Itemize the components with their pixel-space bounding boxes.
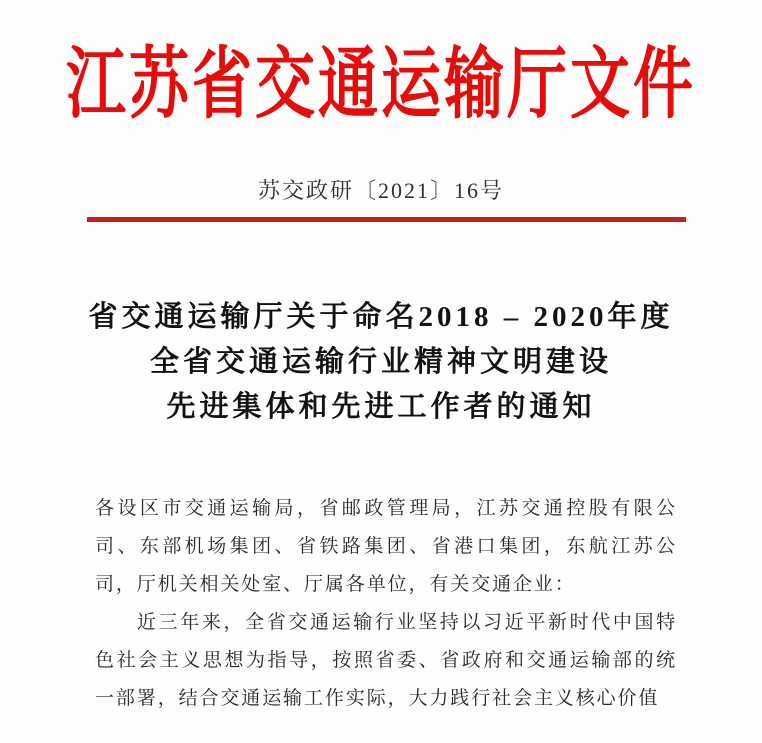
document-title — [0, 295, 762, 430]
title-line-3: 先进集体和先进工作者的通知 — [166, 391, 596, 423]
letterhead-title: 江苏省交通运输厅文件 — [66, 41, 696, 128]
document-reference-number: 苏交政研〔2021〕16号 — [257, 178, 504, 203]
document-body — [95, 490, 677, 718]
salutation-paragraph: 各设区市交通运输局，省邮政管理局，江苏交通控股有限公司、东部机场集团、省铁路集团、省港口集团，东航江苏公司，厅机关相关处室、厅属各单位，有关交通企业： — [95, 498, 677, 595]
red-divider-line — [87, 217, 686, 222]
title-line-1: 省交通运输厅关于命名2018 – 2020年度 — [88, 301, 674, 333]
letterhead-banner — [0, 22, 762, 128]
body-paragraph-1: 近三年来，全省交通运输行业坚持以习近平新时代中国特色社会主义思想为指导，按照省委、省政府和交通运输部的统一部署，结合交通运输工作实际，大力践行社会主义核心价值 — [95, 612, 677, 709]
title-line-2: 全省交通运输行业精神文明建设 — [149, 346, 612, 378]
